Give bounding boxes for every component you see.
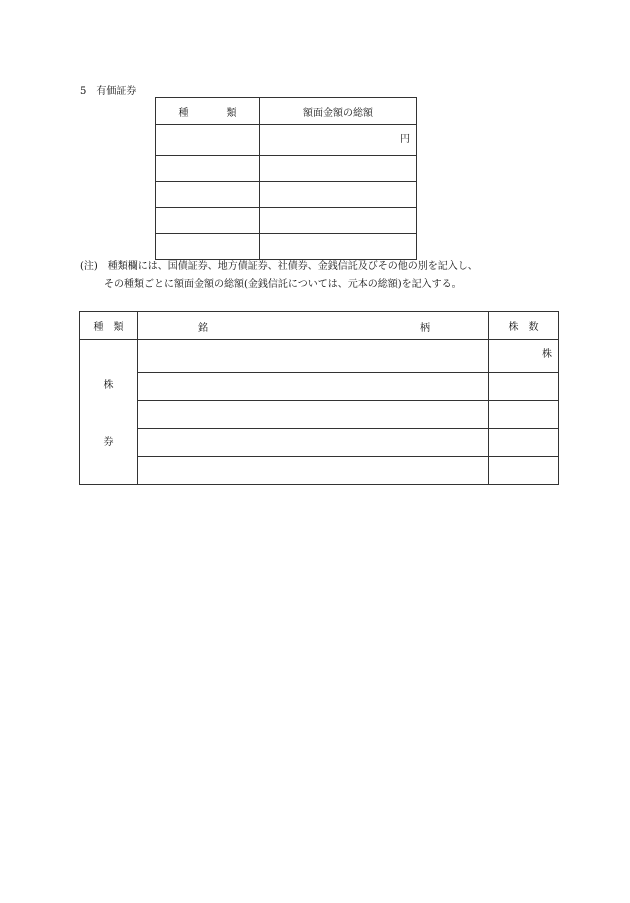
issue-name-cell[interactable]: [138, 373, 489, 401]
kind-label-kabu: 株: [103, 380, 114, 391]
stock-kind-cell: [80, 340, 138, 485]
header-face-amount: 額面金額の総額: [260, 98, 417, 125]
header-issue-name: 銘 柄: [138, 312, 489, 340]
header-share-count: 株 数: [489, 312, 559, 340]
issue-name-cell[interactable]: [138, 340, 489, 373]
table-row: [80, 340, 559, 373]
table-header-row: [80, 312, 559, 340]
table-row: [80, 373, 559, 401]
share-unit: 株: [542, 349, 552, 360]
amount-cell[interactable]: [260, 156, 417, 182]
kind-cell[interactable]: [156, 156, 260, 182]
kind-cell[interactable]: [156, 208, 260, 234]
amount-cell[interactable]: [260, 182, 417, 208]
securities-amount-table: [155, 97, 417, 260]
kind-cell[interactable]: [156, 125, 260, 156]
note-line-2: その種類ごとに額面金額の総額(金銭信託については、元本の総額)を記入する。: [104, 279, 462, 290]
amount-cell[interactable]: [260, 125, 417, 156]
kind-cell[interactable]: [156, 234, 260, 260]
amount-cell[interactable]: [260, 208, 417, 234]
amount-cell[interactable]: [260, 234, 417, 260]
share-count-cell[interactable]: [489, 340, 559, 373]
yen-unit: 円: [400, 134, 410, 145]
header-kind: 種 類: [80, 312, 138, 340]
share-count-cell[interactable]: [489, 373, 559, 401]
table-header-row: [156, 98, 417, 125]
section-title: 5 有価証券: [80, 86, 137, 97]
issue-name-cell[interactable]: [138, 401, 489, 429]
table-row: [156, 234, 417, 260]
issue-name-cell[interactable]: [138, 429, 489, 457]
stock-table: [79, 311, 559, 485]
table-row: [156, 208, 417, 234]
table-row: [80, 401, 559, 429]
table-row: [156, 182, 417, 208]
table-row: [80, 457, 559, 485]
table-row: [156, 125, 417, 156]
share-count-cell[interactable]: [489, 429, 559, 457]
note-line-1: (注) 種類欄には、国債証券、地方債証券、社債券、金銭信託及びその他の別を記入し、: [80, 261, 478, 272]
share-count-cell[interactable]: [489, 457, 559, 485]
table-row: [156, 156, 417, 182]
issue-name-cell[interactable]: [138, 457, 489, 485]
header-kind: 種 類: [156, 98, 260, 125]
share-count-cell[interactable]: [489, 401, 559, 429]
kind-label-ken: 券: [103, 437, 114, 448]
table-row: [80, 429, 559, 457]
kind-cell[interactable]: [156, 182, 260, 208]
